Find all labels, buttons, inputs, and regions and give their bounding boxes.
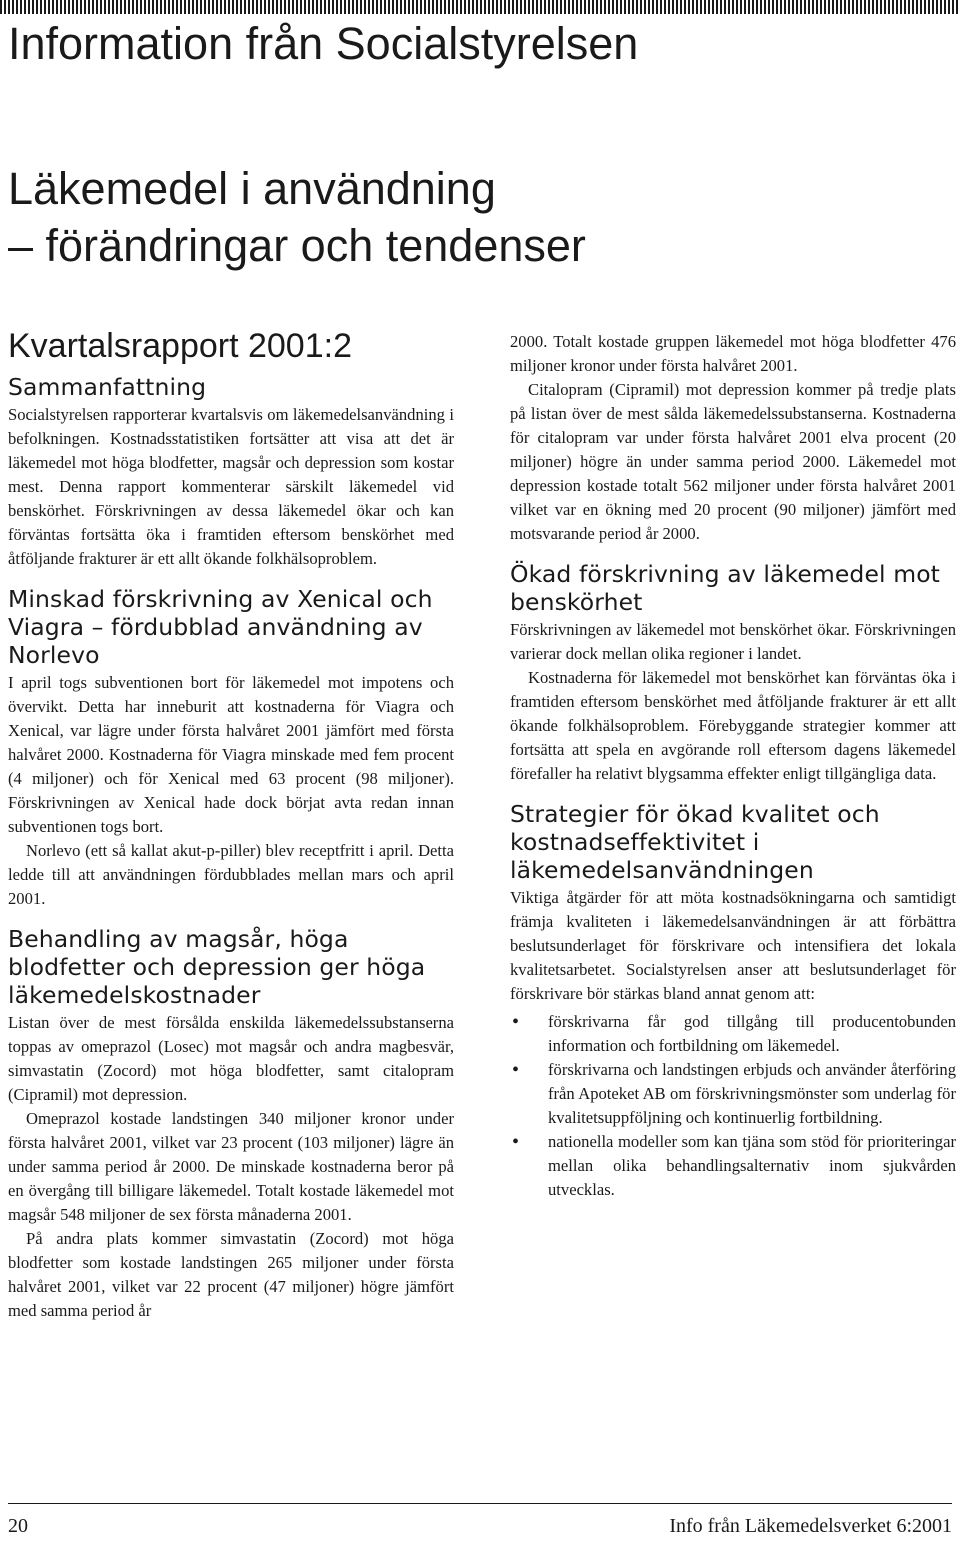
strategy-heading: Strategier för ökad kvalitet och kostnadseffektivitet i läkemedelsanvändningen bbox=[510, 800, 880, 884]
magsar-heading: Behandling av magsår, höga blodfetter och depression ger höga läkemedelskostnader bbox=[8, 925, 426, 1009]
list-item: • förskrivarna och landstingen erbjuds och använder återföring från Apoteket AB om förskrivningsmönster som underlag för kvalitetsuppföljning och kontinuerlig fortbildning. bbox=[510, 1058, 956, 1130]
header-title: Information från Socialstyrelsen bbox=[8, 18, 639, 69]
footer-publication: Info från Läkemedelsverket 6:2001 bbox=[669, 1515, 952, 1537]
main-title-line2: – förändringar och tendenser bbox=[8, 220, 586, 271]
xenical-paragraph-1: I april togs subventionen bort för läkemedel mot impotens och övervikt. Detta har inneburit att kostnaderna för Viagra och Xenical, var lägre under första halvåret 2001 jämfört med första halvåret 2000. Kostnaderna för Viagra minskade med fem procent (4 miljoner) och för Xenical med 63 procent (98 miljoner). Förskrivningen av Xenical hade dock börjat avta redan innan subventionen togs bort. bbox=[8, 673, 454, 836]
strategy-bullet-list bbox=[510, 1010, 956, 1202]
left-column bbox=[8, 325, 454, 1323]
summary-heading: Sammanfattning bbox=[8, 373, 207, 401]
xenical-paragraph-2: Norlevo (ett så kallat akut-p-piller) blev receptfritt i april. Detta ledde till att användningen fördubblades mellan mars och april 2001. bbox=[8, 841, 454, 908]
magsar-paragraph-2: Omeprazol kostade landstingen 340 miljoner kronor under första halvåret 2001, vilket var 23 procent (103 miljoner) lägre än under samma period år 2000. De minskade kostnaderna beror på en övergång till billigare läkemedel. Totalt kostade läkemedel mot magsår 548 miljoner de sex första månaderna 2001. bbox=[8, 1109, 454, 1224]
benskorhet-paragraph-2: Kostnaderna för läkemedel mot benskörhet kan förväntas öka i framtiden eftersom benskörhet med åtföljande frakturer är ett allt ökande folkhälsoproblem. Förebyggande strategier kommer att fortsätta att spela en avgörande roll eftersom dagens läkemedel förefaller ha relativt blygsamma effekter enligt tillgängliga data. bbox=[510, 668, 956, 783]
benskorhet-heading: Ökad förskrivning av läkemedel mot benskörhet bbox=[510, 560, 940, 616]
list-item: • nationella modeller som kan tjäna som stöd för prioriteringar mellan olika behandlingsalternativ inom sjukvården utvecklas. bbox=[510, 1130, 956, 1202]
page-number: 20 bbox=[8, 1515, 28, 1537]
strategy-paragraph: Viktiga åtgärder för att möta kostnadsökningarna och samtidigt främja kvaliteten i läkemedelsanvändningen är att förbättra beslutsunderlaget för förskrivare och intensifiera det lokala kvalitetsarbetet. Socialstyrelsen anser att beslutsunderlaget för förskrivare bör stärkas bland annat genom att: bbox=[510, 888, 956, 1003]
xenical-heading: Minskad förskrivning av Xenical och Viagra – fördubblad användning av Norlevo bbox=[8, 585, 433, 669]
right-column bbox=[510, 330, 956, 1202]
summary-text: Socialstyrelsen rapporterar kvartalsvis om läkemedelsanvändning i befolkningen. Kostnadsstatistiken fortsätter att visa att det är läkemedel mot höga blodfetter, magsår och depression som kostar mest. Denna rapport kommenterar särskilt läkemedel vid benskörhet. Förskrivningen av dessa läkemedel ökar och kan förväntas fortsätta öka i framtiden eftersom benskörhet med åtföljande frakturer är ett allt ökande folkhälsoproblem. bbox=[8, 405, 454, 568]
magsar-paragraph-1: Listan över de mest försålda enskilda läkemedelssubstanserna toppas av omeprazol (Losec) mot magsår och andra magbesvär, simvastatin (Zocord) mot höga blodfetter, samt citalopram (Cipramil) mot depression. bbox=[8, 1013, 454, 1104]
main-title bbox=[8, 160, 586, 274]
magsar-paragraph-3: På andra plats kommer simvastatin (Zocord) mot höga blodfetter som kostade landstingen 265 miljoner under första halvåret 2001, vilket var 22 procent (47 miljoner) högre jämfört med samma period år bbox=[8, 1229, 454, 1320]
continued-paragraph-2: Citalopram (Cipramil) mot depression kommer på tredje plats på listan över de mest sålda läkemedelssubstanserna. Kostnaderna för citalopram var under första halvåret 2001 elva procent (20 miljoner) högre än under samma period 2000. Läkemedel mot depression kostade totalt 562 miljoner under första halvåret 2001 vilket var en ökning med 20 procent (90 miljoner) jämfört med motsvarande period år 2000. bbox=[510, 380, 956, 543]
footer-rule bbox=[8, 1503, 952, 1504]
main-title-line1: Läkemedel i användning bbox=[8, 163, 496, 214]
benskorhet-paragraph-1: Förskrivningen av läkemedel mot benskörhet ökar. Förskrivningen varierar dock mellan olika regioner i landet. bbox=[510, 620, 956, 663]
report-title: Kvartalsrapport 2001:2 bbox=[8, 327, 352, 365]
top-hatch-bar bbox=[0, 0, 960, 14]
list-item: • förskrivarna får god tillgång till producentobunden information och fortbildning om läkemedel. bbox=[510, 1010, 956, 1058]
continued-paragraph-1: 2000. Totalt kostade gruppen läkemedel mot höga blodfetter 476 miljoner kronor under första halvåret 2001. bbox=[510, 332, 956, 375]
